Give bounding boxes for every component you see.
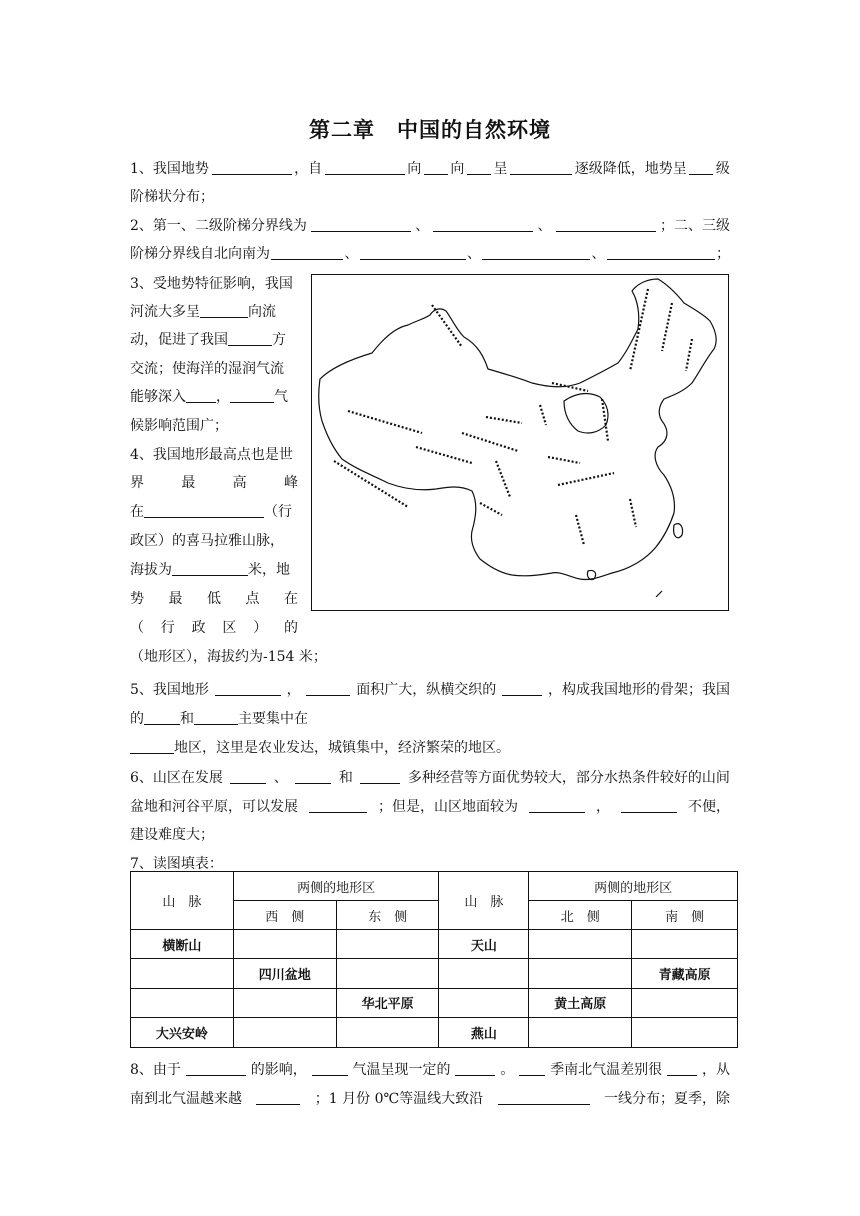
header-mountain: 山 脉 <box>439 872 529 930</box>
q3-line: 候影响范围广； <box>130 418 228 434</box>
table-row <box>131 988 738 1017</box>
q4-line: 4、我国地形最高点也是世 <box>130 447 293 463</box>
header-sides: 两侧的地形区 <box>529 872 738 901</box>
q4-line: （ 行 政 区 ） 的 <box>130 620 298 636</box>
q8-line-2: 南到北气温越来越 ；1 月份 0℃等温线大致沿 一线分布；夏季，除 <box>130 1091 730 1107</box>
header-north: 北 侧 <box>529 901 632 930</box>
china-terrain-map <box>311 274 729 611</box>
blank[interactable] <box>455 1061 495 1076</box>
q3-line: 能够深入 ， 气 <box>130 389 288 405</box>
blank[interactable] <box>667 1061 697 1076</box>
table-row <box>131 930 738 959</box>
blank[interactable] <box>230 769 266 784</box>
q6-line-1: 6、山区在发展 、 和 多种经营等方面优势较大，部分水热条件较好的山间 <box>130 770 730 786</box>
table-cell: 华北平原 <box>336 988 439 1017</box>
blank[interactable] <box>689 160 713 175</box>
blank[interactable] <box>194 710 238 725</box>
q3-line: 交流；使海洋的湿润气流 <box>130 361 284 377</box>
table-cell: 四川盆地 <box>233 959 336 988</box>
blank[interactable] <box>309 798 367 813</box>
table-cell[interactable] <box>632 988 738 1017</box>
blank[interactable] <box>621 798 677 813</box>
header-mountain: 山 脉 <box>131 872 234 930</box>
q2-line-2: 阶梯分界线自北向南为 、 、 、 ； <box>130 246 730 262</box>
table-cell[interactable] <box>439 959 529 988</box>
blank[interactable] <box>529 798 585 813</box>
blank[interactable] <box>311 217 411 232</box>
blank[interactable] <box>144 710 180 725</box>
blank[interactable] <box>271 245 343 260</box>
q6-line-2: 盆地和河谷平原，可以发展 ；但是，山区地面较为 ， 不便， <box>130 799 730 815</box>
map-outline-drawing <box>312 275 727 609</box>
blank[interactable] <box>360 245 466 260</box>
q3-line: 3、受地势特征影响，我国 <box>130 276 293 292</box>
q4-line: （地形区），海拔约为-154 米； <box>130 649 327 665</box>
table-cell: 大兴安岭 <box>131 1017 234 1047</box>
q4-line: 在 （行 <box>130 504 292 520</box>
table-cell: 黄土高原 <box>529 988 632 1017</box>
table-cell[interactable] <box>233 988 336 1017</box>
q7-label: 7、读图填表： <box>130 856 223 872</box>
table-cell[interactable] <box>632 930 738 959</box>
q3-line: 动，促进了我国 方 <box>130 332 286 348</box>
blank[interactable] <box>607 245 715 260</box>
blank[interactable] <box>467 160 491 175</box>
q5-line-3: 地区，这里是农业发达，城镇集中，经济繁荣的地区。 <box>130 739 730 757</box>
header-east: 东 侧 <box>336 901 439 930</box>
blank[interactable] <box>502 681 542 696</box>
blank[interactable] <box>306 681 350 696</box>
blank[interactable] <box>186 388 216 403</box>
q3-line: 河流大多呈 向流 <box>130 304 276 320</box>
terrain-fill-table <box>130 871 738 1048</box>
table-cell[interactable] <box>632 1017 738 1047</box>
blank[interactable] <box>186 1061 246 1076</box>
table-cell[interactable] <box>439 988 529 1017</box>
blank[interactable] <box>433 217 533 232</box>
blank[interactable] <box>256 1090 300 1105</box>
q4-line: 政区）的喜马拉雅山脉， <box>130 533 284 549</box>
table-cell[interactable] <box>336 930 439 959</box>
table-row <box>131 1017 738 1047</box>
blank[interactable] <box>295 769 331 784</box>
table-cell[interactable] <box>336 1017 439 1047</box>
blank[interactable] <box>424 160 448 175</box>
table-cell: 天山 <box>439 930 529 959</box>
table-cell[interactable] <box>336 959 439 988</box>
table-cell: 青藏高原 <box>632 959 738 988</box>
table-cell[interactable] <box>529 959 632 988</box>
table-cell[interactable] <box>131 988 234 1017</box>
q1-line-1: 1、我国地势 ，自 向 向 呈 逐级降低，地势呈 级 <box>130 161 730 177</box>
q5-line-1: 5、我国地形 ， 面积广大，纵横交织的 ，构成我国地形的骨架；我国 <box>130 682 730 698</box>
table-cell: 横断山 <box>131 930 234 959</box>
table-cell: 燕山 <box>439 1017 529 1047</box>
blank[interactable] <box>325 160 405 175</box>
q5-line-2: 的 和 主要集中在 <box>130 711 308 727</box>
blank[interactable] <box>130 739 174 754</box>
header-west: 西 侧 <box>233 901 336 930</box>
q6-line-3: 建设难度大； <box>130 827 214 843</box>
blank[interactable] <box>215 681 281 696</box>
q4-line: 海拔为 米，地 <box>130 562 290 578</box>
blank[interactable] <box>312 1061 348 1076</box>
table-cell[interactable] <box>233 930 336 959</box>
q1-line-2: 阶梯状分布； <box>130 189 214 205</box>
blank[interactable] <box>212 160 292 175</box>
blank[interactable] <box>360 769 400 784</box>
blank[interactable] <box>482 245 590 260</box>
header-south: 南 侧 <box>632 901 738 930</box>
q4-line: 势 最 低 点 在 <box>130 591 298 607</box>
blank[interactable] <box>510 160 572 175</box>
blank[interactable] <box>172 561 248 576</box>
blank[interactable] <box>228 331 272 346</box>
q2-line-1: 2、第一、二级阶梯分界线为 、 、 ；二、三级 <box>130 218 730 234</box>
table-cell[interactable] <box>233 1017 336 1047</box>
table-cell[interactable] <box>529 1017 632 1047</box>
blank[interactable] <box>519 1061 545 1076</box>
table-cell[interactable] <box>529 930 632 959</box>
table-cell[interactable] <box>131 959 234 988</box>
blank[interactable] <box>200 303 248 318</box>
table-header-row <box>131 872 738 901</box>
header-sides: 两侧的地形区 <box>233 872 439 901</box>
blank[interactable] <box>498 1090 590 1105</box>
blank[interactable] <box>230 388 274 403</box>
blank[interactable] <box>144 503 264 518</box>
page-title: 第二章 中国的自然环境 <box>309 118 551 142</box>
q4-line: 界 最 高 峰 <box>130 475 298 491</box>
q8-line-1: 8、由于 的影响， 气温呈现一定的 。 季南北气温差别很 ，从 <box>130 1062 730 1078</box>
blank[interactable] <box>556 217 656 232</box>
table-row <box>131 959 738 988</box>
